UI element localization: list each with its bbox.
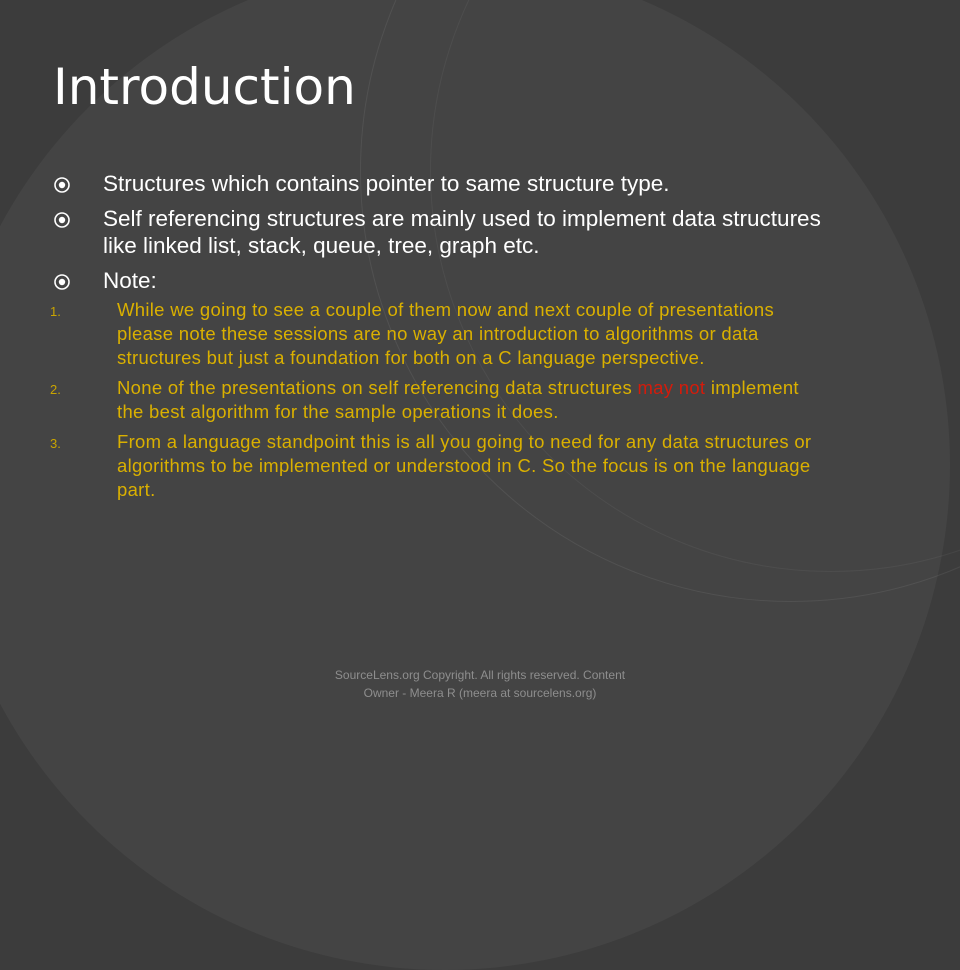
text-segment: implement the best algorithm for the sample operations it does. <box>117 377 799 422</box>
slide-content <box>50 170 825 508</box>
highlighted-text: may not <box>637 377 706 398</box>
bullet-item <box>50 267 825 294</box>
bullet-text: Note: <box>103 268 157 293</box>
numbered-item <box>50 430 825 502</box>
circled-dot-icon <box>53 176 71 194</box>
bullet-item <box>50 205 825 259</box>
footer-copyright: SourceLens.org Copyright. All rights reserved. Content Owner - Meera R (meera at sourcelens.org) <box>334 668 626 700</box>
numbered-item <box>50 376 825 424</box>
bullet-item <box>50 170 825 197</box>
circled-dot-icon <box>53 211 71 229</box>
bullet-text: Self referencing structures are mainly used to implement data structures like linked list, stack, queue, tree, graph etc. <box>103 206 821 258</box>
bullet-text: Structures which contains pointer to same structure type. <box>103 171 670 196</box>
text-segment: None of the presentations on self referencing data structures <box>117 377 638 398</box>
item-number: 2. <box>50 382 61 397</box>
circled-dot-icon <box>53 273 71 291</box>
slide-title: Introduction <box>53 58 356 116</box>
numbered-text: From a language standpoint this is all you going to need for any data structures or algorithms to be implemented or understood in C. So the focus is on the language part. <box>117 431 812 500</box>
numbered-item <box>50 298 825 370</box>
item-number: 3. <box>50 436 61 451</box>
numbered-text: While we going to see a couple of them now and next couple of presentations please note these sessions are no way an introduction to algorithms or data structures but just a foundation for both on a C language perspective. <box>117 299 775 368</box>
numbered-text <box>117 376 825 424</box>
item-number: 1. <box>50 304 61 319</box>
